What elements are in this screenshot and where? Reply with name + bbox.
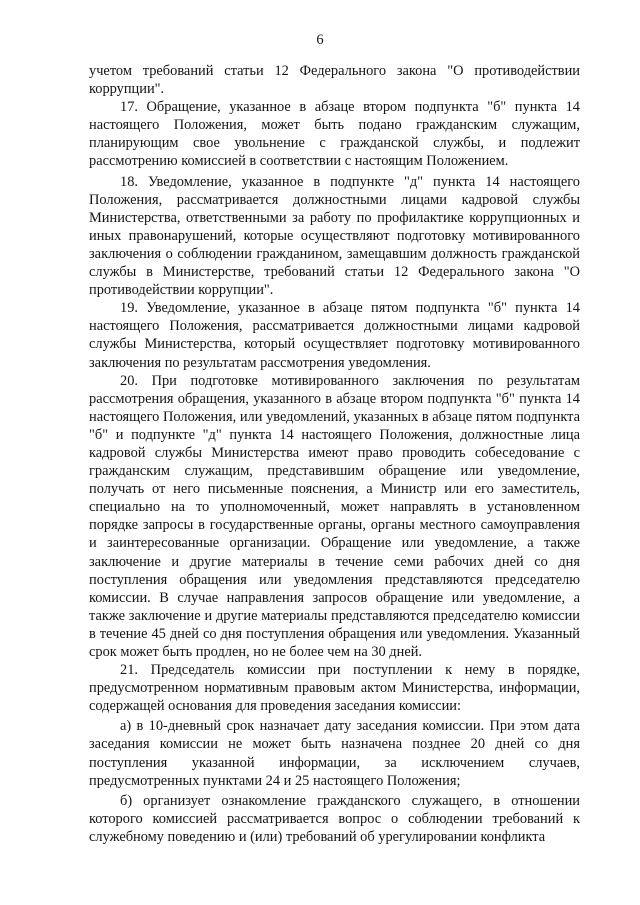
page-number: 6 (316, 32, 324, 48)
paragraph-21-b: б) организует ознакомление гражданского служащего, в отношении которого комиссией рассматривается вопрос о соблюдении требований к служебному поведению и (или) требований об урегулировании конфликта (89, 792, 580, 845)
paragraph-18: 18. Уведомление, указанное в подпункте "д" пункта 14 настоящего Положения, рассматривается должностными лицами кадровой службы Министерства, ответственными за работу по профилактике коррупционных и иных правонарушений, которые осуществляют подготовку мотивированного заключения о соблюдении гражданином, замещавшим должность гражданской службы в Министерстве, требований статьи 12 Федерального закона "О противодействии коррупции". (89, 173, 580, 299)
paragraph-19: 19. Уведомление, указанное в абзаце пятом подпункта "б" пункта 14 настоящего Положения, рассматривается должностными лицами кадровой службы Министерства, который осуществляет подготовку мотивированного заключения по результатам рассмотрения уведомления. (89, 300, 580, 371)
paragraph-16-continuation: учетом требований статьи 12 Федерального закона "О противодействии коррупции". (89, 63, 580, 98)
paragraph-21: 21. Председатель комиссии при поступлении к нему в порядке, предусмотренном нормативным правовым актом Министерства, информации, содержащей основания для проведения заседания комиссии: (89, 662, 580, 715)
paragraph-17: 17. Обращение, указанное в абзаце втором подпункта "б" пункта 14 настоящего Положения, может быть подано гражданским служащим, планирующим свое увольнение с гражданской службы, и подлежит рассмотрению комиссией в соответствии с настоящим Положением. (89, 99, 580, 170)
paragraph-21-a: а) в 10-дневный срок назначает дату заседания комиссии. При этом дата заседания комиссии не может быть назначена позднее 20 дней со дня поступления указанной информации, за исключением случаев, предусмотренных пунктами 24 и 25 настоящего Положения; (89, 718, 580, 789)
document-body (89, 62, 580, 846)
paragraph-20: 20. При подготовке мотивированного заключения по результатам рассмотрения обращения, указанного в абзаце втором подпункта "б" пункта 14 настоящего Положения, или уведомлений, указанных в абзаце пятом подпункта "б" и подпункте "д" пункта 14 настоящего Положения, должностные лица кадровой службы Министерства имеют право проводить собеседование с гражданским служащим, представившим обращение или уведомление, получать от него письменные пояснения, а Министр или его заместитель, специально на то уполномоченный, может направлять в установленном порядке запросы в государственные органы, органы местного самоуправления и заинтересованные организации. Обращение или уведомление, а также заключение и другие материалы в течение семи рабочих дней со дня поступления обращения или уведомления представляются председателю комиссии. В случае направления запросов обращение или уведомление, а также заключение и другие материалы представляются председателю комиссии в течение 45 дней со дня поступления обращения или уведомления. Указанный срок может быть продлен, но не более чем на 30 дней. (89, 372, 580, 660)
